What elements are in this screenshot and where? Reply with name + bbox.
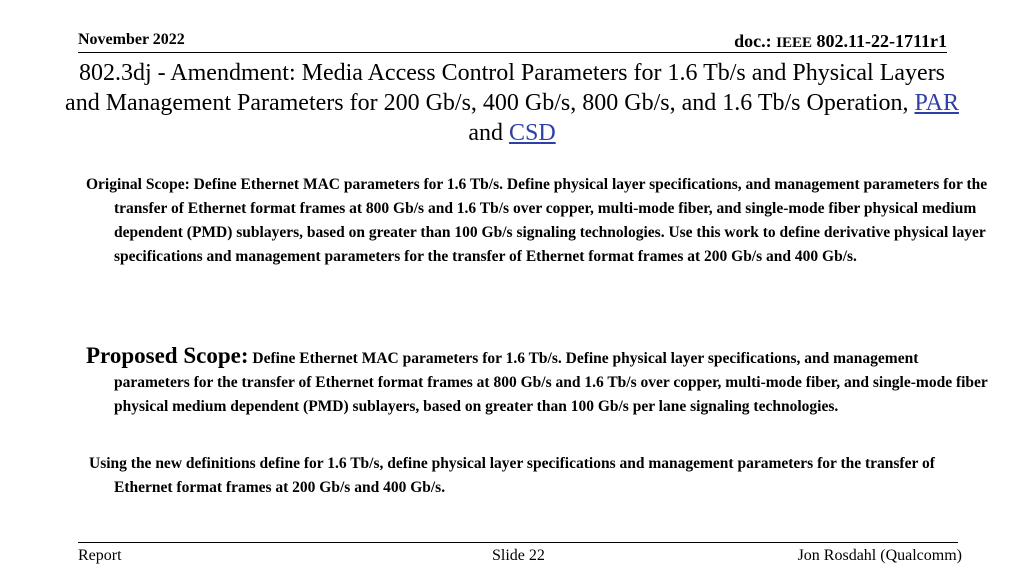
footer-slide-number: Slide 22 [492,547,545,564]
title-main: 802.3dj - Amendment: Media Access Control Parameters for 1.6 Tb/s and Physical Layers and Management Parameters for 200 Gb/s, 400 Gb/s, 800 Gb/s, and 1.6 Tb/s Operation, [65,60,946,116]
doc-number: 802.11-22-1711r1 [816,31,947,51]
header-doc-number [734,31,947,52]
header-date: November 2022 [78,31,185,48]
par-link[interactable]: PAR [914,90,959,116]
slide-title [60,58,964,148]
new-definitions-paragraph: Using the new definitions define for 1.6 Tb/s, define physical layer specifications and management parameters for the transfer of Ethernet format frames at 200 Gb/s and 400 Gb/s. [89,455,935,496]
proposed-scope-text: Define Ethernet MAC parameters for 1.6 Tb/s. Define physical layer specifications, and management parameters for the transfer of Ethernet format frames at 800 Gb/s and 1.6 Tb/s over copper, multi-mode fiber, and single-mode fiber physical medium dependent (PMD) sublayers, based on greater than 100 Gb/s per lane signaling technologies. [114,350,988,415]
footer-report: Report [78,547,122,564]
proposed-scope-label: Proposed Scope: [86,343,249,368]
header-divider [78,52,947,53]
csd-link[interactable]: CSD [508,120,556,146]
original-scope-paragraph: Original Scope: Define Ethernet MAC parameters for 1.6 Tb/s. Define physical layer specifications, and management parameters for the transfer of Ethernet format frames at 800 Gb/s and 1.6 Tb/s over copper, multi-mode fiber, and single-mode fiber physical medium dependent (PMD) sublayers, based on greater than 100 Gb/s signaling technologies. Use this work to define derivative physical layer specifications and management parameters for the transfer of Ethernet format frames at 200 Gb/s and 400 Gb/s. [86,176,988,265]
footer-author: Jon Rosdahl (Qualcomm) [797,547,962,564]
doc-prefix: doc.: [734,31,777,51]
doc-ieee: IEEE [776,35,812,51]
title-and: and [468,120,509,146]
footer-divider [78,542,958,543]
proposed-scope-paragraph [86,344,994,419]
